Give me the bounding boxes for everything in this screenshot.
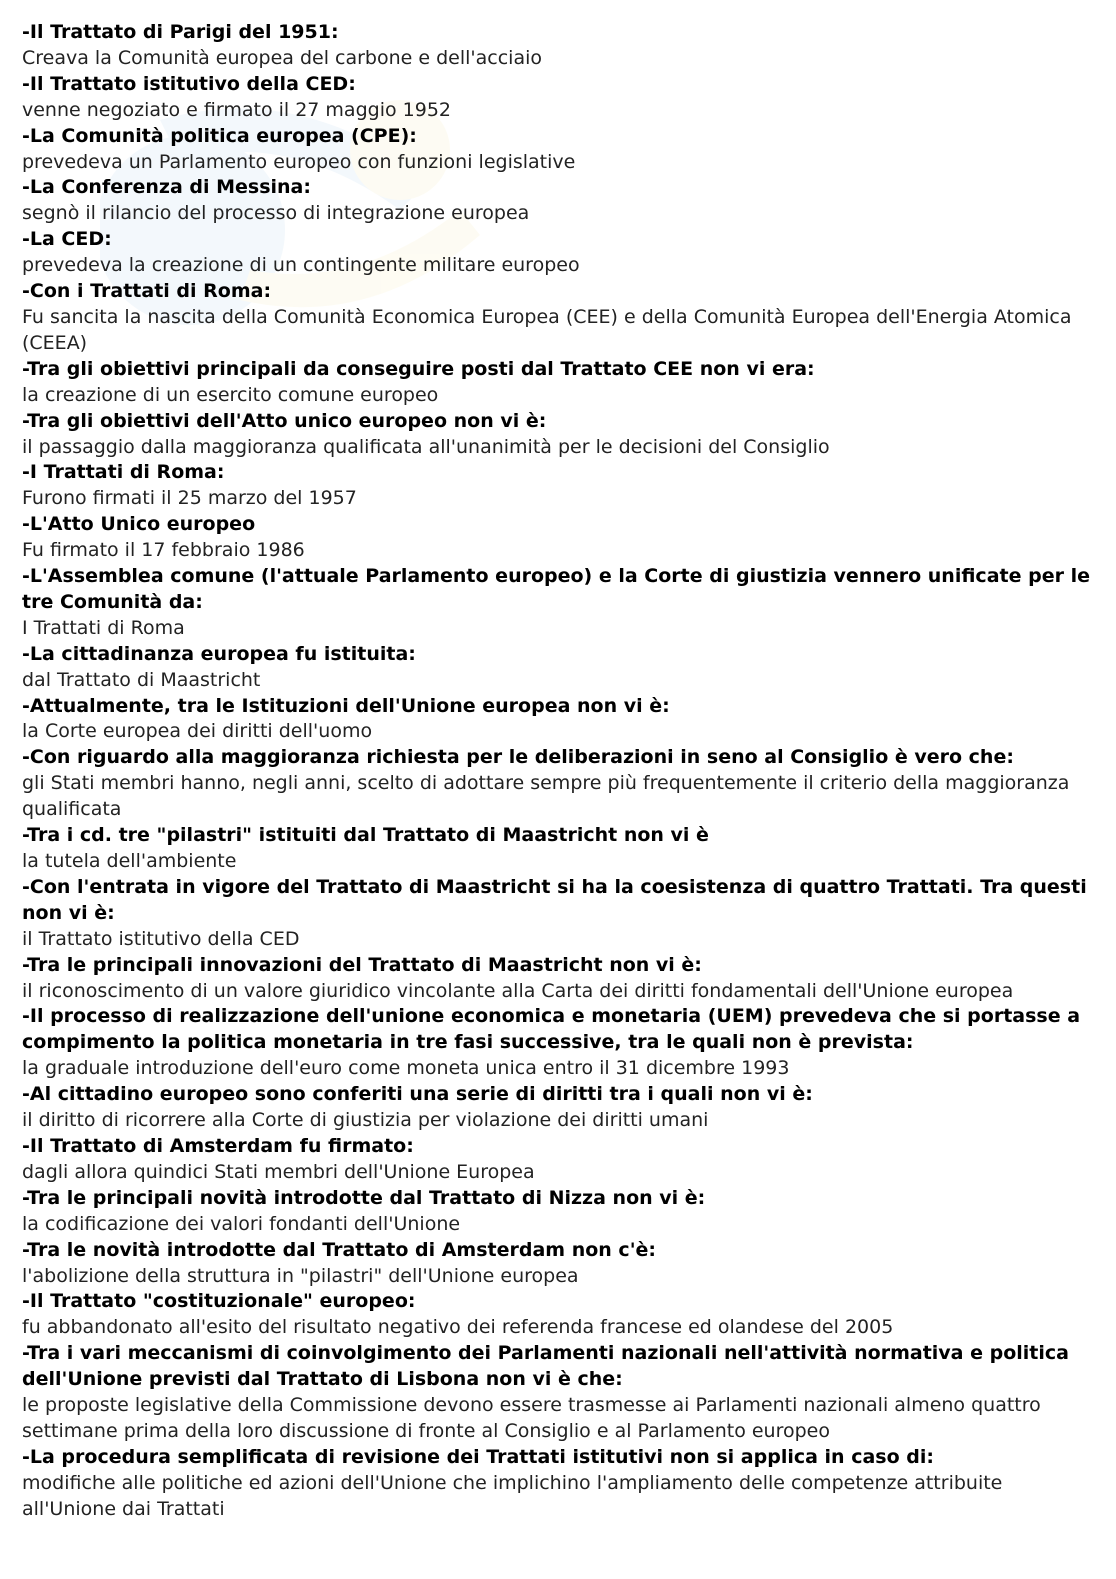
answer: dal Trattato di Maastricht	[22, 668, 261, 691]
answer: dagli allora quindici Stati membri dell'Unione Europea	[22, 1160, 535, 1183]
answer: la tutela dell'ambiente	[22, 850, 237, 872]
question: -Tra i vari meccanismi di coinvolgimento dei Parlamenti nazionali nell'attività normativa e politica dell'Unione previsti dal Trattato di Lisbona non vi è che:	[22, 1342, 1069, 1391]
answer: segnò il rilancio del processo di integrazione europea	[22, 202, 530, 225]
answer: il riconoscimento di un valore giuridico vincolante alla Carta dei diritti fondamentali dell'Unione europea	[22, 979, 1014, 1002]
answer: le proposte legislative della Commissione devono essere trasmesse ai Parlamenti nazionali almeno quattro settimane prima della loro discussione di fronte al Consiglio e al Parlamento europeo	[22, 1394, 1041, 1442]
question: -La procedura semplificata di revisione dei Trattati istitutivi non si applica in caso di:	[22, 1445, 934, 1468]
answer: gli Stati membri hanno, negli anni, scelto di adottare sempre più frequentemente il criterio della maggioranza qualificata	[22, 772, 1070, 821]
answer: l'abolizione della struttura in "pilastri" dell'Unione europea	[22, 1264, 579, 1287]
answer: il Trattato istitutivo della CED	[22, 927, 300, 950]
question: -Tra le novità introdotte dal Trattato di Amsterdam non c'è:	[22, 1238, 656, 1261]
question: -Tra gli obiettivi principali da conseguire posti dal Trattato CEE non vi era:	[22, 357, 815, 380]
answer: modifiche alle politiche ed azioni dell'Unione che implichino l'ampliamento delle competenze attribuite all'Unione dai Trattati	[22, 1471, 1003, 1520]
answer: prevedeva la creazione di un contingente militare europeo	[22, 254, 580, 277]
answer: Fu sancita la nascita della Comunità Economica Europea (CEE) e della Comunità Europea dell'Energia Atomica (CEEA)	[22, 305, 1072, 354]
question: -Con i Trattati di Roma:	[22, 280, 272, 303]
answer: fu abbandonato all'esito del risultato negativo dei referenda francese ed olandese del 2005	[22, 1316, 894, 1339]
question: -Al cittadino europeo sono conferiti una serie di diritti tra i quali non vi è:	[22, 1083, 813, 1106]
answer: il passaggio dalla maggioranza qualificata all'unanimità per le decisioni del Consiglio	[22, 435, 830, 458]
question: -L'Atto Unico europeo	[22, 513, 256, 536]
question: -Con riguardo alla maggioranza richiesta per le deliberazioni in seno al Consiglio è vero che:	[22, 746, 1014, 769]
answer: la Corte europea dei diritti dell'uomo	[22, 720, 373, 743]
question: -La Comunità politica europea (CPE):	[22, 124, 417, 147]
question: -Tra le principali innovazioni del Trattato di Maastricht non vi è:	[22, 953, 702, 976]
quiz-document	[22, 20, 1102, 1523]
question: -I Trattati di Roma:	[22, 461, 225, 484]
question: -Il Trattato di Amsterdam fu firmato:	[22, 1134, 414, 1157]
question: -Il Trattato "costituzionale" europeo:	[22, 1290, 416, 1313]
question: -L'Assemblea comune (l'attuale Parlamento europeo) e la Corte di giustizia vennero unificate per le tre Comunità da:	[22, 565, 1090, 613]
answer: la creazione di un esercito comune europeo	[22, 383, 439, 406]
answer: la codificazione dei valori fondanti dell'Unione	[22, 1212, 461, 1235]
question: -Il processo di realizzazione dell'unione economica e monetaria (UEM) prevedeva che si portasse a compimento la politica monetaria in tre fasi successive, tra le quali non è prevista:	[22, 1005, 1081, 1054]
answer: Furono firmati il 25 marzo del 1957	[22, 487, 357, 510]
question: -Tra i cd. tre "pilastri" istituiti dal Trattato di Maastricht non vi è	[22, 824, 709, 847]
question: -Il Trattato istitutivo della CED:	[22, 72, 356, 95]
answer: la graduale introduzione dell'euro come moneta unica entro il 31 dicembre 1993	[22, 1057, 790, 1080]
answer: prevedeva un Parlamento europeo con funzioni legislative	[22, 150, 576, 173]
question: -Tra le principali novità introdotte dal Trattato di Nizza non vi è:	[22, 1186, 706, 1209]
question: -La CED:	[22, 228, 112, 251]
answer: il diritto di ricorrere alla Corte di giustizia per violazione dei diritti umani	[22, 1109, 709, 1132]
answer: Creava la Comunità europea del carbone e dell'acciaio	[22, 46, 543, 69]
question: -La Conferenza di Messina:	[22, 176, 311, 199]
question: -Il Trattato di Parigi del 1951:	[22, 21, 339, 43]
answer: I Trattati di Roma	[22, 616, 185, 639]
question: -Attualmente, tra le Istituzioni dell'Unione europea non vi è:	[22, 694, 670, 717]
question: -La cittadinanza europea fu istituita:	[22, 642, 416, 665]
question: -Tra gli obiettivi dell'Atto unico europeo non vi è:	[22, 409, 547, 432]
answer: Fu firmato il 17 febbraio 1986	[22, 539, 305, 562]
answer: venne negoziato e firmato il 27 maggio 1952	[22, 98, 451, 121]
question: -Con l'entrata in vigore del Trattato di Maastricht si ha la coesistenza di quattro Trattati. Tra questi non vi è:	[22, 875, 1087, 924]
